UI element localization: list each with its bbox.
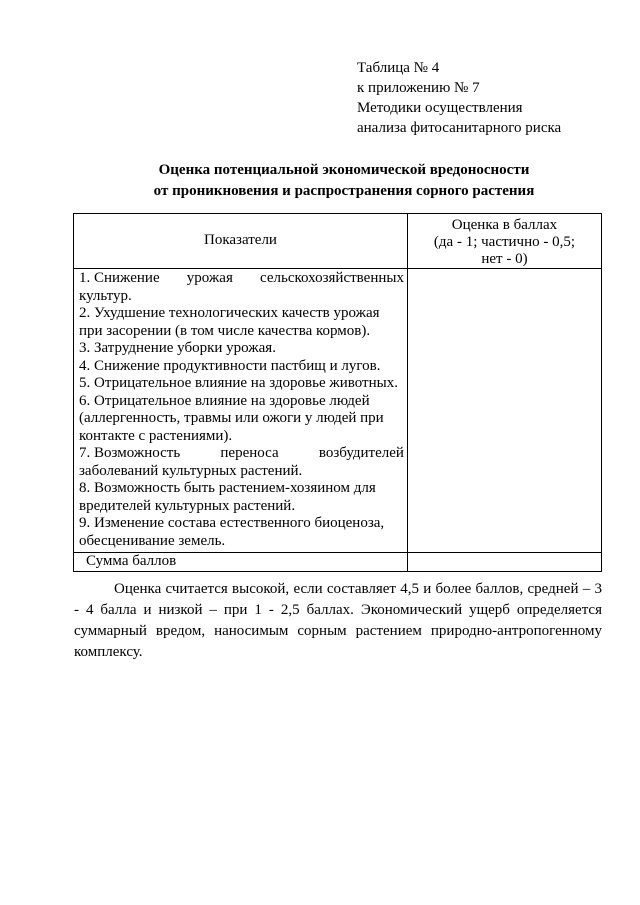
indicators-list: [74, 269, 408, 553]
sum-row: [74, 553, 602, 572]
table-number-line: Таблица № 4: [357, 60, 440, 76]
score-cell: [407, 269, 601, 553]
list-item: обесценивание земель.: [79, 532, 226, 549]
analysis-line: анализа фитосанитарного риска: [357, 120, 562, 136]
methodology-line: Методики осуществления: [357, 100, 523, 116]
list-item: 8. Возможность быть растением-хозяином для: [79, 480, 376, 496]
list-item: 1. Снижение урожая сельскохозяйственных: [79, 270, 404, 286]
sum-label: Сумма баллов: [74, 553, 408, 572]
assessment-table: [73, 213, 602, 572]
appendix-number-line: к приложению № 7: [357, 80, 480, 96]
title-line-1: Оценка потенциальной экономической вредоносности: [158, 162, 530, 178]
list-item: 2. Ухудшение технологических качеств урожая: [79, 305, 380, 321]
appendix-reference: [357, 58, 561, 138]
table-header-row: [74, 214, 602, 269]
score-header-line-2: (да - 1; частично - 0,5;: [433, 234, 576, 250]
table-row: [74, 269, 602, 553]
list-item: 6. Отрицательное влияние на здоровье людей: [79, 392, 370, 409]
list-item: заболеваний культурных растений.: [79, 462, 303, 479]
list-item: вредителей культурных растений.: [79, 497, 296, 514]
list-item: 7. Возможность переноса возбудителей: [79, 445, 404, 461]
score-header-line-3: нет - 0): [481, 251, 528, 267]
list-item: культур.: [79, 287, 132, 304]
list-item: при засорении (в том числе качества кормов).: [79, 322, 371, 339]
score-header-line-1: Оценка в баллах: [451, 217, 558, 233]
sum-value-cell: [407, 553, 601, 572]
assessment-explanation: Оценка считается высокой, если составляет 4,5 и более баллов, средней – 3 - 4 балла и низкой – при 1 - 2,5 баллах. Экономический ущерб определяется суммарный вредом, наносимым сорным растением природно-антропогенному комплексу.: [74, 581, 602, 660]
list-item: контакте с растениями).: [79, 427, 233, 444]
title-line-2: от проникновения и распространения сорного растения: [153, 183, 535, 199]
list-item: 9. Изменение состава естественного биоценоза,: [79, 515, 385, 531]
indicators-header: Показатели: [74, 214, 408, 269]
list-item: 3. Затруднение уборки урожая.: [79, 340, 276, 356]
score-header: [407, 214, 601, 269]
list-item: 4. Снижение продуктивности пастбищ и лугов.: [79, 357, 381, 374]
list-item: (аллергенность, травмы или ожоги у людей при: [79, 410, 384, 426]
document-title: [0, 160, 640, 202]
list-item: 5. Отрицательное влияние на здоровье животных.: [79, 375, 398, 391]
